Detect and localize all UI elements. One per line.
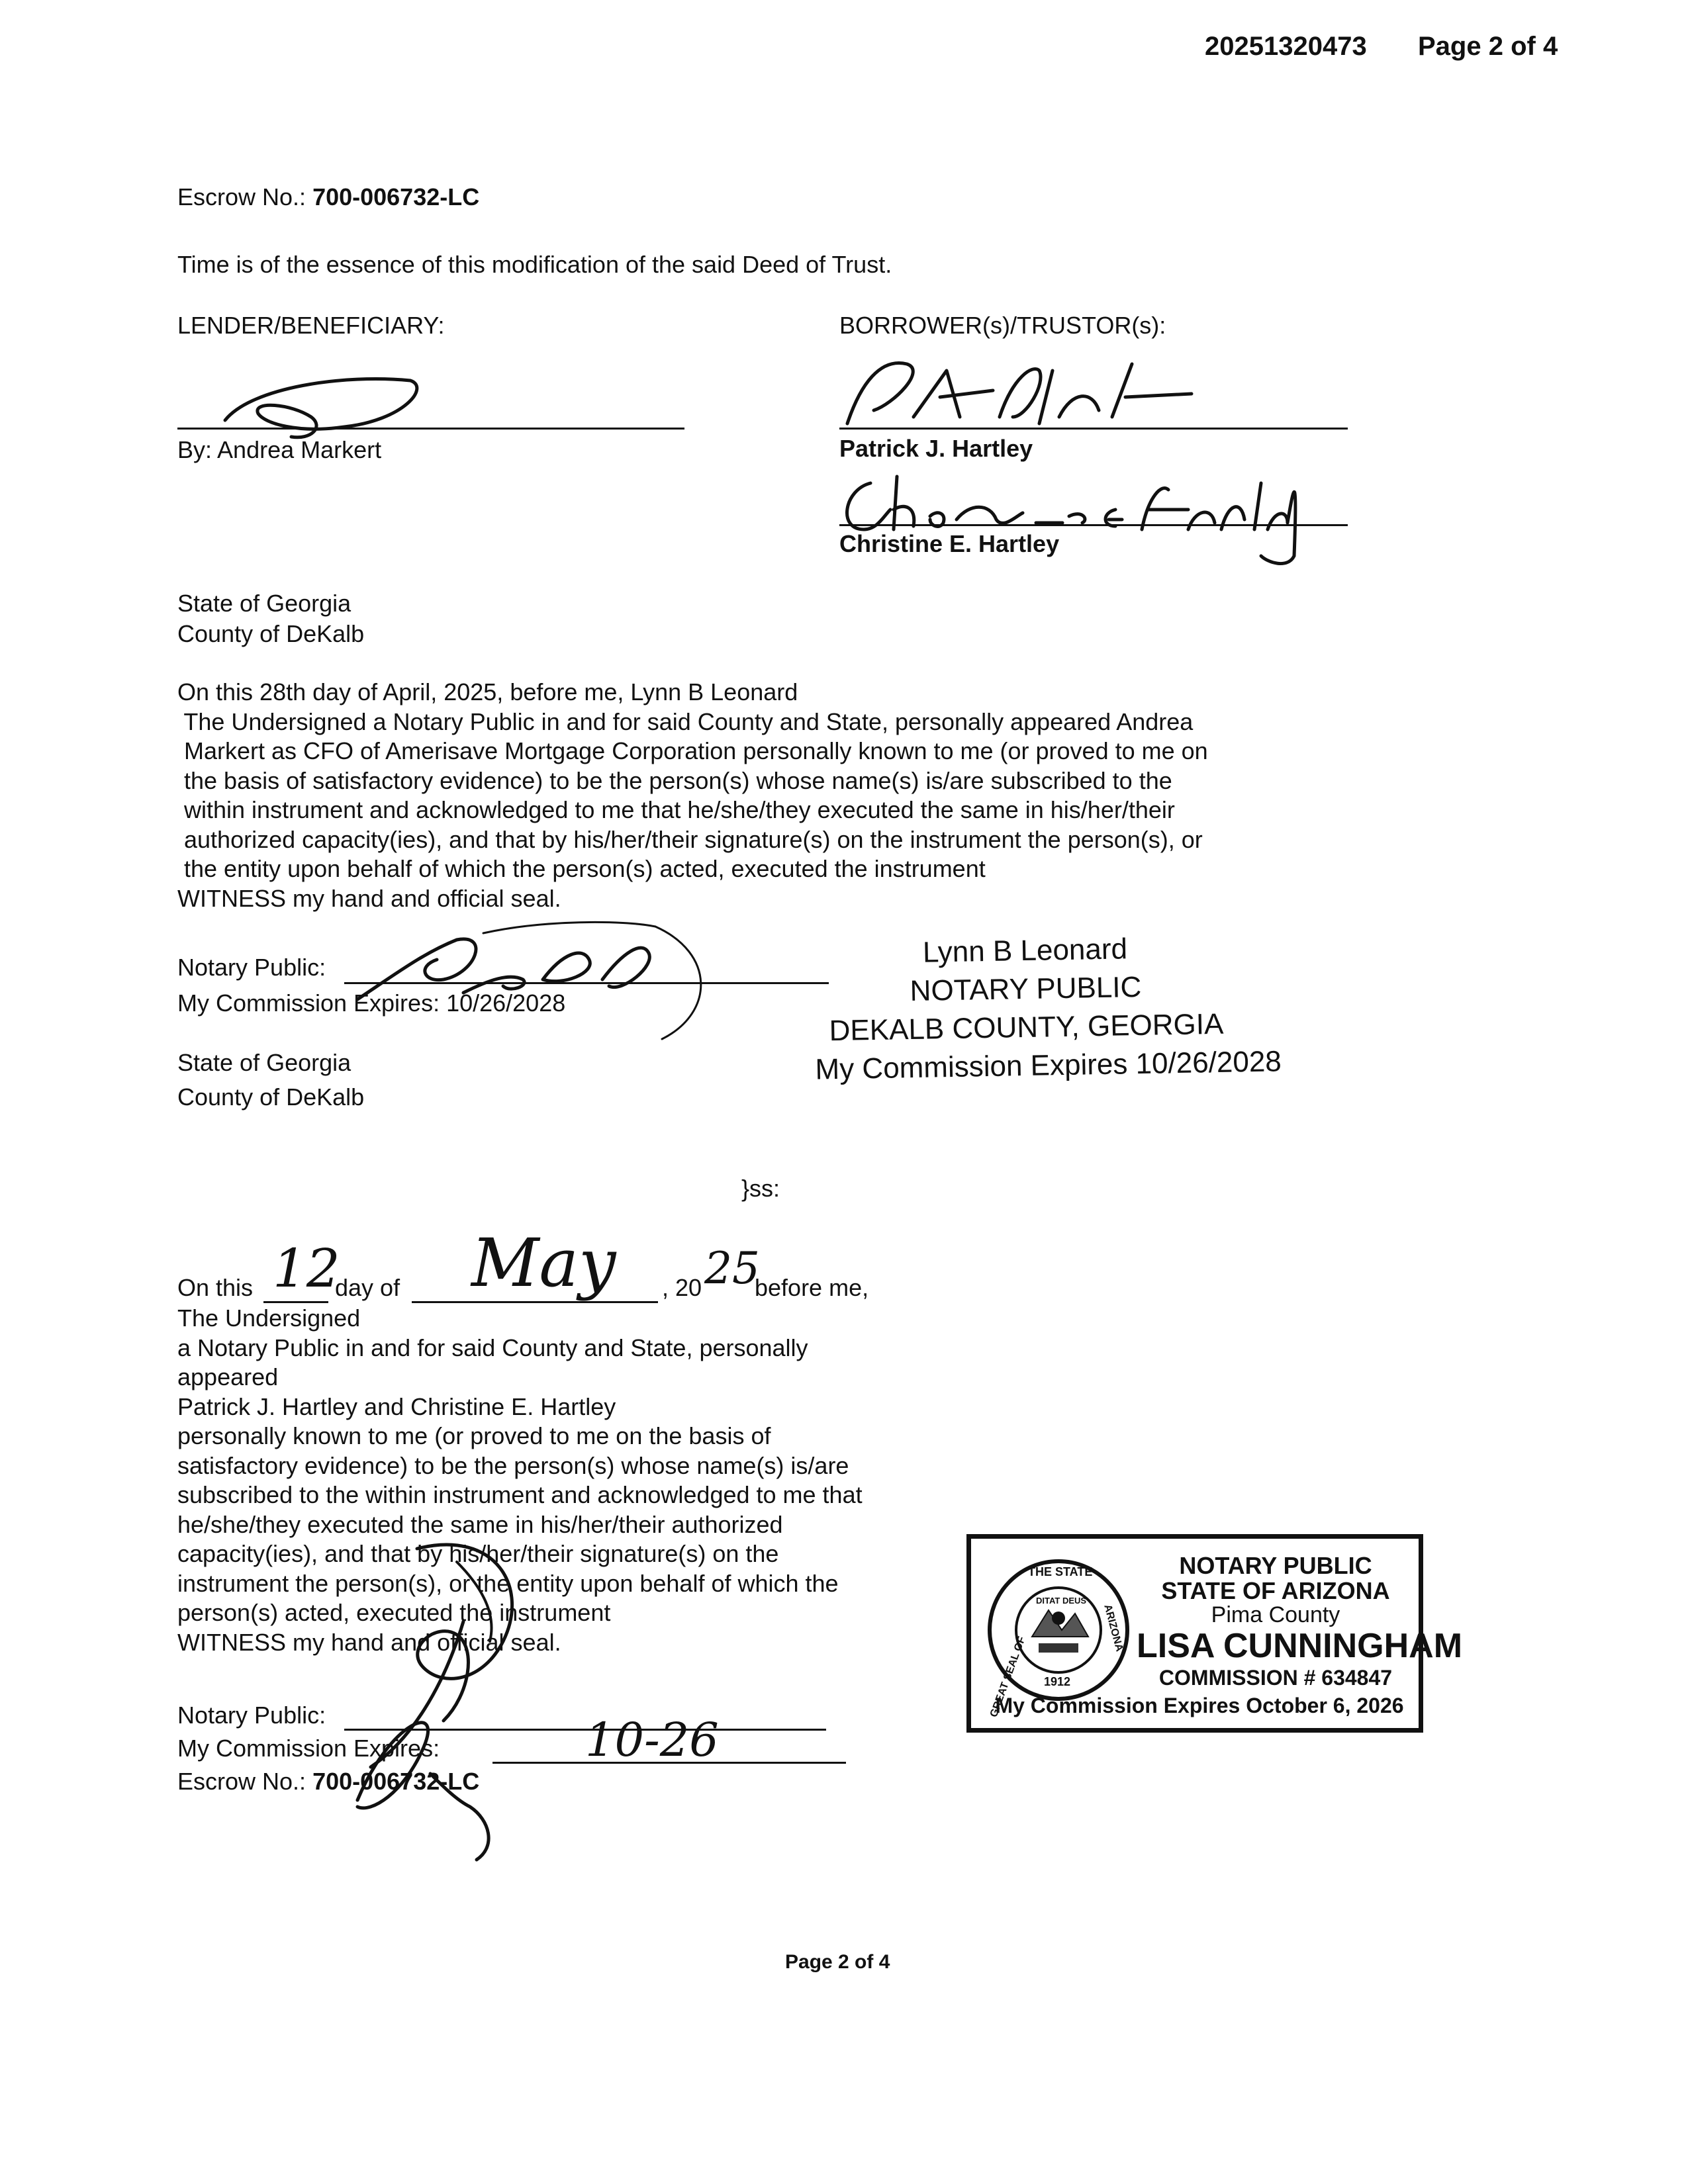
ga-stamp-expires: My Commission Expires 10/26/2028: [815, 1045, 1282, 1086]
ga-notary-stamp: [813, 928, 1282, 1089]
az-day-of: day of: [335, 1274, 400, 1301]
az-before-me: before me,: [755, 1274, 869, 1301]
az-stamp-expires: My Commission Expires October 6, 2026: [995, 1694, 1404, 1717]
ga-ack-line: On this 28th day of April, 2025, before me, Lynn B Leonard: [177, 678, 798, 705]
borrower-1-name: Patrick J. Hartley: [839, 435, 1033, 462]
az-notary-label: Notary Public:: [177, 1702, 326, 1729]
lender-heading: LENDER/BENEFICIARY:: [177, 312, 445, 339]
borrower-2-name: Christine E. Hartley: [839, 530, 1060, 557]
az-ack-line: The Undersigned: [177, 1304, 361, 1332]
az-escrow-value: 700-006732-LC: [312, 1768, 480, 1795]
az-notary-stamp: [966, 1534, 1463, 1733]
ga-ack-line: WITNESS my hand and official seal.: [177, 884, 561, 912]
ga-state: State of Georgia: [177, 590, 352, 617]
az-year-handwritten: 25: [704, 1243, 760, 1294]
ga-ack-line: within instrument and acknowledged to me that he/she/they executed the same in his/her/their: [177, 796, 1175, 823]
az-seal-left: GREAT SEAL OF: [988, 1635, 1028, 1719]
ga-ack-line: Markert as CFO of Amerisave Mortgage Corporation personally known to me (or proved to me on: [177, 737, 1208, 764]
escrow-value: 700-006732-LC: [312, 183, 480, 210]
az-ack-line: personally known to me (or proved to me on the basis of: [177, 1422, 771, 1449]
az-venue-county: County of DeKalb: [177, 1083, 365, 1111]
az-month-handwritten: May: [471, 1224, 616, 1302]
page-number-header: Page 2 of 4: [1418, 32, 1558, 61]
az-ack-line: he/she/they executed the same in his/her/their authorized: [177, 1510, 783, 1538]
az-year-prefix-text: 20: [675, 1274, 702, 1301]
ga-stamp-name: Lynn B Leonard: [922, 933, 1128, 969]
az-seal-right: ARIZONA: [1102, 1603, 1125, 1653]
az-ack-body: [177, 1304, 863, 1657]
az-ack-line: subscribed to the within instrument and acknowledged to me that: [177, 1481, 863, 1508]
az-stamp-name: LISA CUNNINGHAM: [1137, 1627, 1463, 1665]
ga-notary-signature-line: [344, 982, 829, 984]
ga-commission-expires: My Commission Expires: 10/26/2028: [177, 989, 566, 1017]
borrower-2-signature-line: [839, 524, 1348, 526]
az-ack-line: Patrick J. Hartley and Christine E. Hartley: [177, 1392, 616, 1420]
ga-notary-label: Notary Public:: [177, 954, 326, 981]
ga-ack-body: [177, 678, 1208, 913]
az-stamp-line1: NOTARY PUBLIC: [1179, 1552, 1372, 1579]
az-ack-line: person(s) acted, executed the instrument: [177, 1599, 611, 1626]
ga-county: County of DeKalb: [177, 620, 365, 647]
escrow-number-top: [177, 183, 479, 212]
az-ack-line: WITNESS my hand and official seal.: [177, 1628, 561, 1656]
lender-signer-name: By: Andrea Markert: [177, 436, 382, 463]
az-year-prefix: , 20: [662, 1274, 702, 1301]
az-day-handwritten: 12: [273, 1238, 340, 1299]
az-commission-label: My Commission Expires:: [177, 1735, 440, 1762]
az-commission-handwritten: 10-26: [585, 1713, 719, 1767]
ga-ack-line: authorized capacity(ies), and that by his/her/their signature(s) on the instrument the person(s), or: [177, 825, 1203, 853]
az-ack-line: capacity(ies), and that by his/her/their signature(s) on the: [177, 1540, 779, 1567]
document-number: 20251320473: [1205, 32, 1367, 61]
az-ack-line: appeared: [177, 1363, 279, 1390]
az-ack-line: satisfactory evidence) to be the person(s) whose name(s) is/are: [177, 1451, 849, 1479]
az-venue-state: State of Georgia: [177, 1049, 352, 1076]
ga-notary-signature: [344, 913, 728, 1046]
ss-bracket: }ss:: [741, 1175, 780, 1202]
az-escrow-number: [177, 1767, 479, 1796]
az-stamp-line3: Pima County: [1211, 1602, 1340, 1627]
ga-ack-line: the basis of satisfactory evidence) to be the person(s) whose name(s) is/are subscribed to the: [177, 766, 1172, 794]
borrower-1-signature: [834, 344, 1205, 437]
az-on-this: On this: [177, 1274, 254, 1301]
az-day-blank: [263, 1301, 328, 1303]
escrow-label: Escrow No.:: [177, 183, 306, 210]
az-ack-line: instrument the person(s), or the entity upon behalf of which the: [177, 1569, 839, 1597]
ga-stamp-county: DEKALB COUNTY, GEORGIA: [829, 1007, 1224, 1048]
az-seal-motto: DITAT DEUS: [1036, 1596, 1087, 1606]
az-seal-year: 1912: [1044, 1675, 1071, 1688]
az-seal-top: THE STATE: [1028, 1565, 1093, 1578]
ga-stamp-title: NOTARY PUBLIC: [910, 970, 1142, 1008]
az-stamp-line2: STATE OF ARIZONA: [1161, 1577, 1390, 1604]
lender-signature-line: [177, 428, 684, 430]
footer-page-number: Page 2 of 4: [785, 1951, 890, 1973]
ga-ack-line: The Undersigned a Notary Public in and for said County and State, personally appeared Andrea: [177, 707, 1194, 735]
borrower-1-signature-line: [839, 428, 1348, 430]
az-escrow-label: Escrow No.:: [177, 1768, 306, 1795]
ga-ack-line: the entity upon behalf of which the person(s) acted, executed the instrument: [177, 855, 986, 882]
az-stamp-commission: COMMISSION # 634847: [1158, 1666, 1393, 1690]
az-ack-line: a Notary Public in and for said County and State, personally: [177, 1334, 808, 1361]
borrower-heading: BORROWER(s)/TRUSTOR(s):: [839, 312, 1166, 339]
essence-clause: Time is of the essence of this modification of the said Deed of Trust.: [177, 251, 892, 278]
